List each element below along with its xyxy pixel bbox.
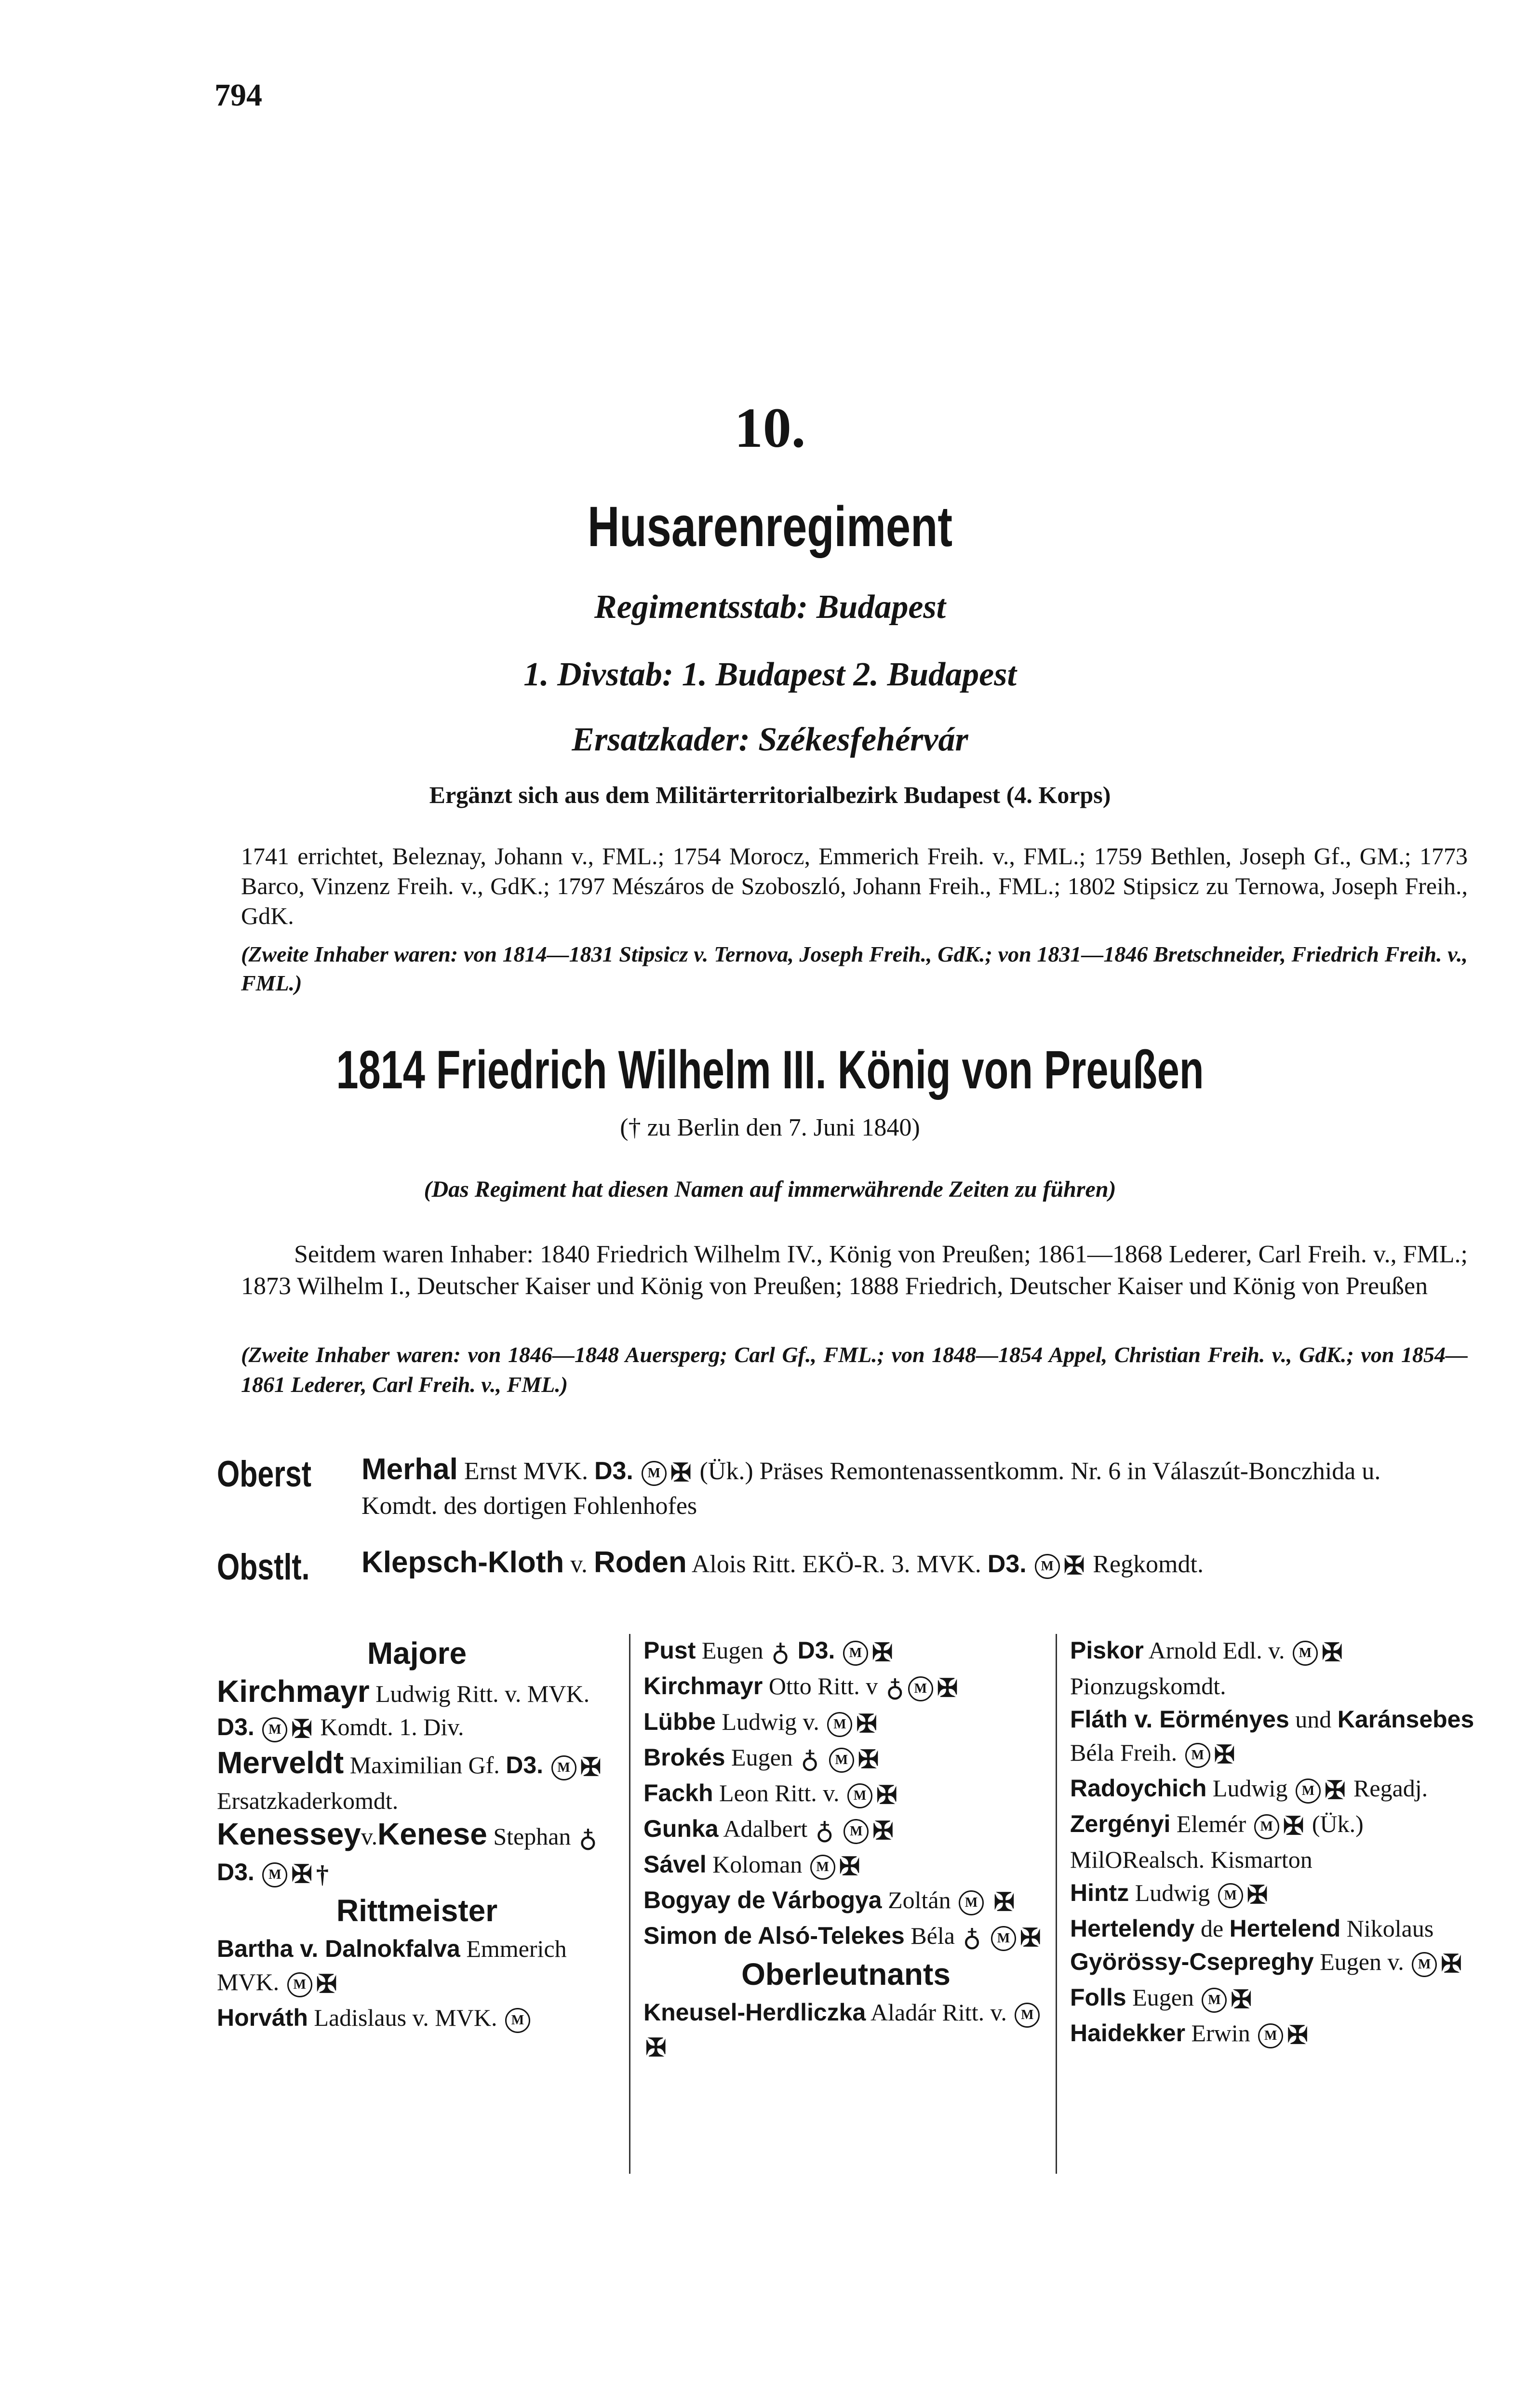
officer-name: Merhal (362, 1453, 458, 1486)
history-paragraph: 1741 errichtet, Beleznay, Johann v., FML.; 1754 Morocz, Emmerich Freih. v., FML.; 1759 Bethlen, Joseph Gf., GM.; 1773 Barco, Vinzenz Freih. v., GdK.; 1797 Mészáros de Szoboszló, Johann Freih., FML.; 1802 Stipsicz zu Ternowa, Joseph Freih., GdK. (241, 843, 1468, 929)
m-medal-icon: M (1218, 1883, 1243, 1908)
m-medal-icon: M (1035, 1554, 1060, 1579)
cross-icon: ✠ (1287, 2022, 1308, 2050)
officer-entry: Kirchmayr Ludwig Ritt. v. MVK. D3. M ✠ Komdt. 1. Div. (217, 1675, 617, 1746)
section-rittmeister: Rittmeister (336, 1893, 498, 1928)
officer-entry: Fackh Leon Ritt. v. M ✠ (643, 1777, 1048, 1812)
sword-icon: † (316, 1861, 329, 1889)
regiment-number: 10. (734, 396, 806, 459)
m-medal-icon: M (1254, 1814, 1279, 1839)
cross-icon: ✠ (670, 1459, 692, 1487)
cross-icon: ✠ (316, 1971, 337, 1999)
cross-icon: ✠ (1214, 1741, 1235, 1769)
officer-entry: Bogyay de Várbogya Zoltán M ✠ (643, 1884, 1048, 1919)
cross-icon: ✠ (1231, 1986, 1252, 2014)
helmet-icon: ♁ (885, 1675, 904, 1703)
cross-icon: ✠ (1283, 1813, 1304, 1841)
officer-entry: Kneusel-Herdliczka Aladár Ritt. v. M✠ (643, 1996, 1048, 2065)
cross-icon: ✠ (1321, 1639, 1343, 1667)
cross-icon: ✠ (1441, 1951, 1462, 1979)
m-medal-icon: M (1293, 1641, 1318, 1666)
m-medal-icon: M (1412, 1952, 1437, 1977)
column-2 (643, 1634, 1048, 2065)
officer-entry: Hintz Ludwig M ✠ (1070, 1876, 1489, 1912)
column-1 (217, 1634, 617, 2034)
cross-icon: ✠ (876, 1782, 897, 1810)
rank-oberst: Oberst (217, 1454, 311, 1495)
patron-death: († zu Berlin den 7. Juni 1840) (620, 1114, 920, 1141)
m-medal-icon: M (1296, 1779, 1321, 1804)
regiment-title: Husarenregiment (587, 495, 952, 559)
cross-icon: ✠ (1246, 1882, 1268, 1910)
divisionsstab: 1. Divstab: 1. Budapest 2. Budapest (523, 656, 1017, 693)
m-medal-icon: M (551, 1755, 576, 1780)
officer-entry: Kenesseyv.Kenese Stephan ♁ D3. M ✠ † (217, 1818, 617, 1891)
officer-entry: Lübbe Ludwig v. M ✠ (643, 1705, 1048, 1741)
officer-entry: Kirchmayr Otto Ritt. v ♁ M ✠ (643, 1670, 1048, 1705)
m-medal-icon: M (844, 1819, 869, 1844)
cross-icon: ✠ (645, 2034, 667, 2062)
m-medal-icon: M (810, 1855, 835, 1880)
patron-name: 1814 Friedrich Wilhelm III. König von Preußen (336, 1040, 1204, 1100)
officer-entry: Fláth v. Eörményes und Karánsebes Béla Freih. M ✠ (1070, 1703, 1489, 1772)
m-medal-icon: M (908, 1676, 933, 1701)
m-medal-icon: M (959, 1890, 984, 1915)
cross-icon: ✠ (857, 1746, 879, 1774)
ersatzkader: Ersatzkader: Székesfehérvár (572, 721, 968, 758)
officer-entry: Bartha v. Dalnokfalva Emmerich MVK. M ✠ (217, 1932, 617, 2001)
cross-icon: ✠ (1019, 1925, 1041, 1953)
cross-icon: ✠ (1063, 1552, 1085, 1580)
seitdem-paragraph: Seitdem waren Inhaber: 1840 Friedrich Wilhelm IV., König von Preußen; 1861—1868 Lederer, Carl Freih. v., FML.; 1873 Wilhelm I., Deutscher Kaiser und König von Preußen; 1888 Friedrich, Deutscher Kaiser und König von Preußen (241, 1241, 1468, 1300)
cross-icon: ✠ (993, 1889, 1015, 1917)
officer-entry: Merveldt Maximilian Gf. D3. M ✠ Ersatzkaderkomdt. (217, 1745, 602, 1815)
officer-entry: Györössy-Csepreghy Eugen v. M ✠ (1070, 1945, 1489, 1981)
m-medal-icon: M (1202, 1988, 1227, 2013)
cross-icon: ✠ (580, 1754, 602, 1782)
regimentsstab: Regimentsstab: Budapest (594, 589, 946, 626)
helmet-icon: ♁ (963, 1925, 981, 1953)
history-second-owners: (Zweite Inhaber waren: von 1814—1831 Stipsicz v. Ternova, Joseph Freih., GdK.; von 1831—1846 Bretschneider, Friedrich Freih. v., FML.) (241, 942, 1468, 995)
patron-motto: (Das Regiment hat diesen Namen auf immerwährende Zeiten zu führen) (424, 1177, 1116, 1202)
officer-entry: Gunka Adalbert ♁ M ✠ (643, 1812, 1048, 1848)
officer-entry: Zergényi Elemér M ✠ (Ük.) MilORealsch. Kismarton (1070, 1810, 1364, 1873)
oberst-entry: Merhal Ernst MVK. D3. M ✠ (Ük.) Präses Remontenassentkomm. Nr. 6 in Válaszút-Bonczhida u. Komdt. des dortigen Fohlenhofes (362, 1453, 1381, 1520)
m-medal-icon: M (262, 1717, 287, 1742)
page-number: 794 (214, 78, 262, 113)
cross-icon: ✠ (839, 1853, 860, 1881)
m-medal-icon: M (505, 2008, 530, 2033)
officer-entry: Horváth Ladislaus v. MVK. M (217, 2001, 617, 2034)
section-majore: Majore (367, 1636, 467, 1671)
m-medal-icon: M (287, 1972, 312, 1997)
cross-icon: ✠ (871, 1639, 893, 1667)
officer-name: Klepsch-Kloth (362, 1546, 564, 1579)
officer-entry: Piskor Arnold Edl. v. M ✠ Pionzugskomdt. (1070, 1637, 1343, 1700)
officer-entry: Brokés Eugen ♁ M ✠ (643, 1741, 1048, 1777)
officer-entry: Radoychich Ludwig M ✠ Regadj. (1070, 1772, 1489, 1807)
cross-icon: ✠ (872, 1818, 894, 1846)
m-medal-icon: M (1015, 2003, 1040, 2028)
officer-entry: Folls Eugen M ✠ (1070, 1981, 1489, 2017)
obstlt-entry: Klepsch-Kloth v. Roden Alois Ritt. EKÖ-R. 3. MVK. D3. M ✠ Regkomdt. (362, 1546, 1460, 1583)
column-divider (1056, 1634, 1057, 2174)
m-medal-icon: M (991, 1926, 1016, 1951)
m-medal-icon: M (1258, 2023, 1283, 2048)
officer-entry: Simon de Alsó-Telekes Béla ♁ M ✠ (643, 1919, 1048, 1955)
m-medal-icon: M (262, 1862, 287, 1887)
m-medal-icon: M (827, 1712, 852, 1737)
m-medal-icon: M (843, 1641, 868, 1666)
cross-icon: ✠ (937, 1675, 958, 1703)
helmet-icon: ♁ (815, 1818, 834, 1846)
officer-entry: Haidekker Erwin M ✠ (1070, 2017, 1489, 2052)
m-medal-icon: M (642, 1461, 667, 1486)
officer-entry: Hertelendy de Hertelend Nikolaus (1070, 1915, 1434, 1942)
m-medal-icon: M (1185, 1743, 1210, 1768)
officer-entry: Pust Eugen ♁ D3. M ✠ (643, 1634, 1048, 1670)
column-3 (1070, 1634, 1489, 2052)
officer-entry: Sável Koloman M ✠ (643, 1848, 1048, 1884)
cross-icon: ✠ (856, 1711, 877, 1739)
oberst-row (217, 1453, 1470, 1523)
rank-obstlt: Obstlt. (217, 1547, 310, 1588)
cross-icon: ✠ (1324, 1777, 1346, 1805)
column-divider (629, 1634, 630, 2174)
helmet-icon: ♁ (578, 1825, 597, 1853)
cross-icon: ✠ (291, 1861, 312, 1889)
m-medal-icon: M (847, 1783, 872, 1808)
seitdem-second-owners: (Zweite Inhaber waren: von 1846—1848 Auersperg; Carl Gf., FML.; von 1848—1854 Appel, Christian Freih. v., GdK.; von 1854—1861 Lederer, Carl Freih. v., FML.) (241, 1342, 1468, 1397)
cross-icon: ✠ (291, 1716, 312, 1744)
helmet-icon: ♁ (771, 1639, 790, 1667)
m-medal-icon: M (829, 1748, 854, 1773)
ergaenzung: Ergänzt sich aus dem Militärterritorialbezirk Budapest (4. Korps) (429, 781, 1111, 808)
obstlt-row (217, 1546, 1470, 1588)
section-oberleutnants: Oberleutnants (741, 1957, 951, 1992)
helmet-icon: ♁ (801, 1746, 819, 1774)
